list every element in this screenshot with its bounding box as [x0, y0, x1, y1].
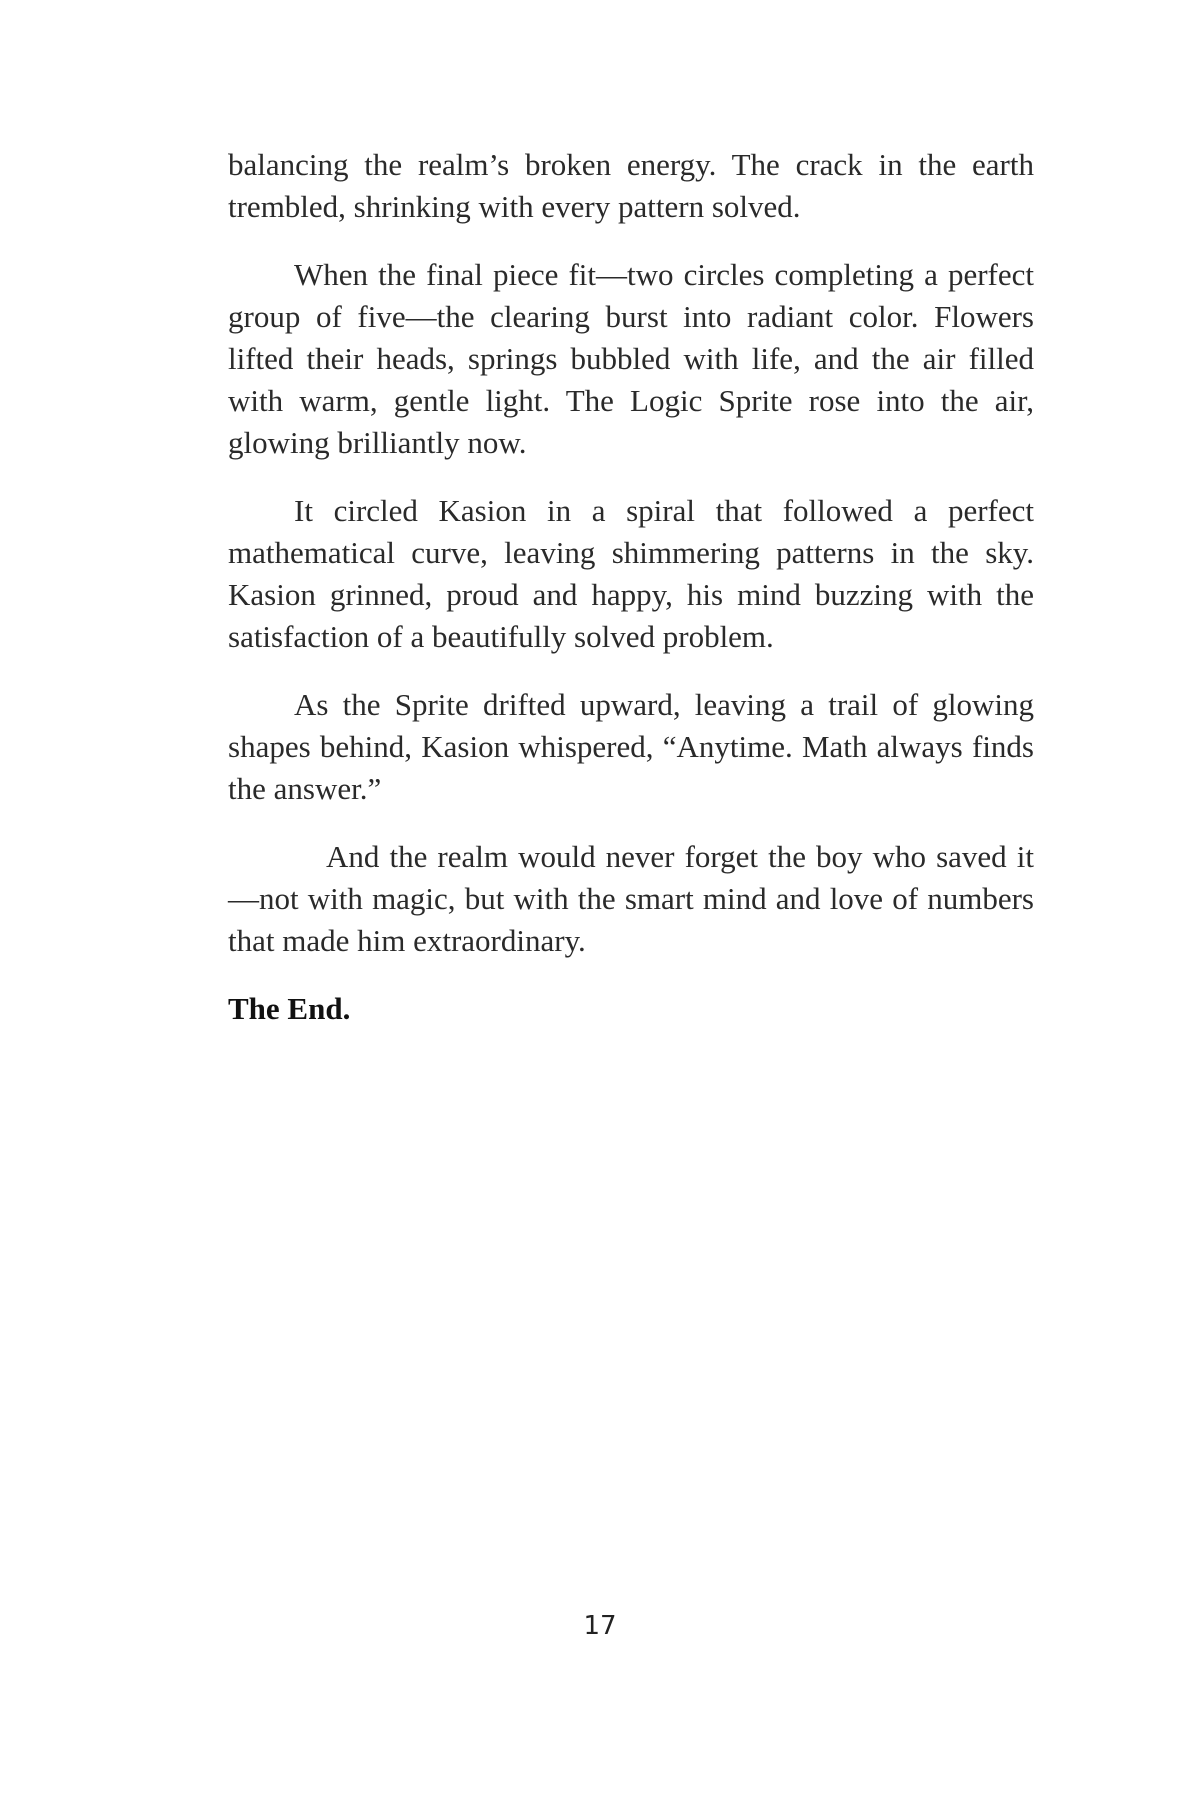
page-number: 17 — [583, 1611, 617, 1641]
paragraph-5: And the realm would never forget the boy who saved it—not with magic, but with the smart mind and love of numbers that made him extraordinary. — [228, 839, 1034, 958]
paragraph-3: It circled Kasion in a spiral that followed a perfect mathematical curve, leaving shimmering patterns in the sky. Kasion grinned, proud and happy, his mind buzzing with the satisfaction of a beautifully solved problem. — [228, 493, 1034, 654]
paragraph-4: As the Sprite drifted upward, leaving a trail of glowing shapes behind, Kasion whispered, “Anytime. Math always finds the answer.” — [228, 687, 1034, 806]
body-text — [228, 144, 1034, 1030]
the-end-heading: The End. — [228, 991, 351, 1026]
paragraph-1: balancing the realm’s broken energy. The crack in the earth trembled, shrinking with every pattern solved. — [228, 147, 1034, 224]
paragraph-2: When the final piece fit—two circles completing a perfect group of five—the clearing burst into radiant color. Flowers lifted their heads, springs bubbled with life, and the air filled with warm, gentle light. The Logic Sprite rose into the air, glowing brilliantly now. — [228, 257, 1034, 460]
